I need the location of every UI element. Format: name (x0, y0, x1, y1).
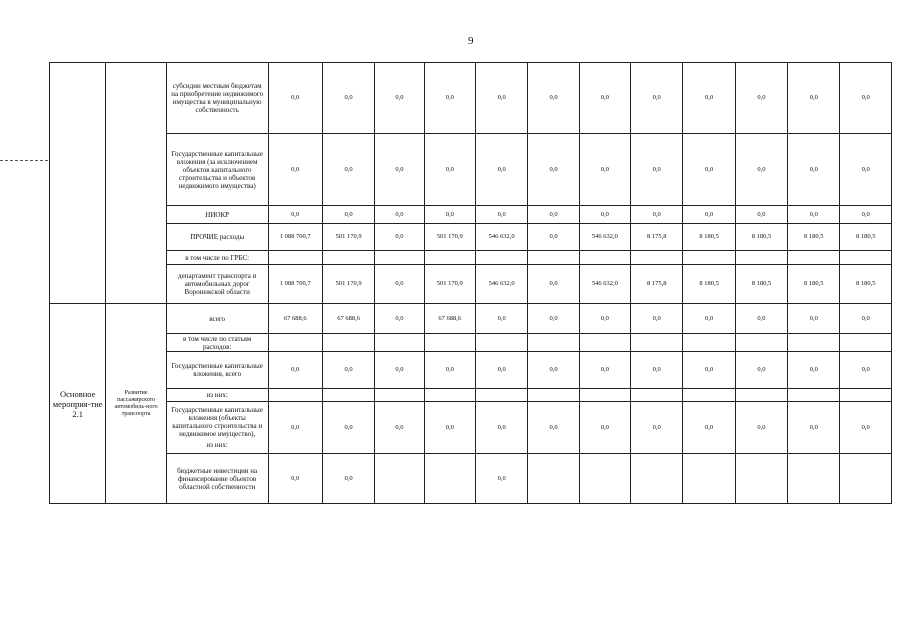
value-cell: 546 632,0 (475, 265, 527, 304)
value-cell (631, 334, 683, 352)
row-label-text: субсидии местным бюджетам на приобретение недвижимого имущества в муниципальную собственность (171, 82, 264, 114)
table-row (50, 206, 892, 224)
value-cell (579, 454, 630, 504)
value-cell: 0,0 (735, 134, 787, 206)
value-cell: 0,0 (631, 206, 683, 224)
value-cell: 8 175,8 (631, 265, 683, 304)
direction-cell-upper (106, 63, 166, 304)
value-cell: 546 632,0 (475, 224, 527, 251)
value-cell: 0,0 (268, 454, 322, 504)
value-cell (424, 454, 475, 504)
value-cell: 0,0 (475, 352, 527, 389)
row-label (166, 304, 268, 334)
value-cell (528, 389, 579, 402)
measure-direction: Развитие пассажирского автомобиль-ного транспорта (106, 304, 166, 504)
measure-name: Основное мероприя-тие 2.1 (50, 304, 106, 504)
value-cell: 0,0 (268, 63, 322, 134)
value-cell: 0,0 (322, 63, 374, 134)
value-cell: 0,0 (475, 402, 527, 454)
row-label-text: из них: (206, 391, 228, 399)
value-cell (631, 389, 683, 402)
value-cell (322, 334, 374, 352)
value-cell (788, 334, 840, 352)
value-cell: 0,0 (631, 402, 683, 454)
value-cell: 8 175,8 (631, 224, 683, 251)
value-cell: 0,0 (683, 206, 735, 224)
value-cell (735, 389, 787, 402)
value-cell (528, 251, 579, 265)
value-cell: 0,0 (322, 134, 374, 206)
value-cell: 0,0 (631, 63, 683, 134)
row-label (166, 334, 268, 352)
value-cell: 0,0 (268, 134, 322, 206)
value-cell (424, 334, 475, 352)
value-cell: 0,0 (375, 304, 424, 334)
value-cell: 0,0 (475, 63, 527, 134)
value-cell: 546 632,0 (579, 224, 630, 251)
value-cell: 0,0 (683, 352, 735, 389)
value-cell: 0,0 (579, 206, 630, 224)
value-cell (268, 389, 322, 402)
value-cell (683, 389, 735, 402)
row-label-text: всего (209, 314, 226, 323)
value-cell: 0,0 (579, 134, 630, 206)
value-cell: 8 180,5 (788, 265, 840, 304)
value-cell: 1 088 700,7 (268, 224, 322, 251)
value-cell: 0,0 (424, 352, 475, 389)
value-cell: 67 688,6 (322, 304, 374, 334)
row-label-text: Государственные капитальные вложения (объекты капитального строительства и недвижимое имущество), (171, 406, 263, 438)
value-cell (322, 251, 374, 265)
table-row (50, 402, 892, 454)
value-cell (631, 251, 683, 265)
row-label-text: Государственные капитальные вложения (за исключением объектов капитального строительства и объектов недвижимого имущества) (171, 149, 263, 190)
row-label-text: департамент транспорта и автомобильных дорог Воронежской области (178, 272, 257, 296)
value-cell: 0,0 (735, 402, 787, 454)
value-cell: 0,0 (528, 352, 579, 389)
value-cell: 0,0 (840, 352, 892, 389)
value-cell (683, 454, 735, 504)
value-cell: 67 688,6 (268, 304, 322, 334)
value-cell: 0,0 (788, 402, 840, 454)
value-cell (788, 454, 840, 504)
row-label (166, 352, 268, 389)
value-cell: 0,0 (322, 206, 374, 224)
value-cell: 0,0 (475, 134, 527, 206)
value-cell: 0,0 (683, 402, 735, 454)
value-cell (840, 334, 892, 352)
value-cell (788, 251, 840, 265)
row-label (166, 63, 268, 134)
value-cell: 0,0 (840, 402, 892, 454)
value-cell: 8 180,5 (735, 224, 787, 251)
budget-table (49, 62, 892, 504)
value-cell: 0,0 (840, 304, 892, 334)
value-cell (735, 251, 787, 265)
value-cell (579, 334, 630, 352)
value-cell (475, 389, 527, 402)
value-cell: 0,0 (528, 224, 579, 251)
value-cell (528, 334, 579, 352)
value-cell: 0,0 (268, 352, 322, 389)
value-cell (579, 389, 630, 402)
table-row (50, 454, 892, 504)
measure-cell-upper (50, 63, 106, 304)
row-label-text: НИОКР (205, 210, 230, 219)
value-cell: 8 180,5 (840, 265, 892, 304)
value-cell: 0,0 (424, 402, 475, 454)
value-cell: 0,0 (579, 402, 630, 454)
row-label-text: в том числе по ГРБС: (185, 253, 250, 262)
value-cell: 0,0 (579, 304, 630, 334)
value-cell: 0,0 (424, 63, 475, 134)
value-cell: 0,0 (528, 63, 579, 134)
value-cell (735, 334, 787, 352)
value-cell: 67 688,6 (424, 304, 475, 334)
value-cell: 0,0 (840, 134, 892, 206)
value-cell: 501 170,9 (322, 265, 374, 304)
value-cell: 0,0 (735, 304, 787, 334)
value-cell: 0,0 (322, 352, 374, 389)
value-cell: 0,0 (528, 134, 579, 206)
value-cell (375, 251, 424, 265)
value-cell: 8 180,5 (735, 265, 787, 304)
value-cell (424, 389, 475, 402)
value-cell: 0,0 (528, 206, 579, 224)
value-cell (735, 454, 787, 504)
value-cell: 0,0 (528, 402, 579, 454)
table-row (50, 224, 892, 251)
value-cell: 0,0 (375, 402, 424, 454)
value-cell (840, 251, 892, 265)
value-cell (475, 334, 527, 352)
row-label (166, 206, 268, 224)
row-label (166, 224, 268, 251)
value-cell (683, 334, 735, 352)
value-cell: 0,0 (322, 454, 374, 504)
value-cell (375, 454, 424, 504)
value-cell (528, 454, 579, 504)
table-row (50, 251, 892, 265)
value-cell (475, 251, 527, 265)
value-cell (322, 389, 374, 402)
table-row (50, 265, 892, 304)
value-cell: 0,0 (788, 304, 840, 334)
row-label-text: Государственные капитальные вложения, всего (171, 362, 263, 378)
value-cell: 0,0 (683, 63, 735, 134)
value-cell (268, 251, 322, 265)
table-row (50, 134, 892, 206)
value-cell: 0,0 (788, 206, 840, 224)
value-cell (631, 454, 683, 504)
value-cell: 0,0 (788, 352, 840, 389)
value-cell: 501 170,9 (424, 265, 475, 304)
value-cell: 0,0 (579, 352, 630, 389)
value-cell: 0,0 (475, 454, 527, 504)
value-cell: 0,0 (631, 352, 683, 389)
value-cell (840, 389, 892, 402)
value-cell: 501 170,9 (424, 224, 475, 251)
value-cell: 0,0 (268, 206, 322, 224)
value-cell: 0,0 (375, 134, 424, 206)
table-row (50, 389, 892, 402)
value-cell: 0,0 (475, 304, 527, 334)
value-cell: 0,0 (375, 224, 424, 251)
value-cell (375, 334, 424, 352)
value-cell (424, 251, 475, 265)
value-cell: 0,0 (735, 206, 787, 224)
table-row (50, 334, 892, 352)
value-cell: 0,0 (375, 352, 424, 389)
value-cell: 0,0 (528, 304, 579, 334)
row-label (166, 389, 268, 402)
row-label (166, 265, 268, 304)
value-cell: 0,0 (475, 206, 527, 224)
value-cell: 546 632,0 (579, 265, 630, 304)
value-cell: 501 170,9 (322, 224, 374, 251)
value-cell (375, 389, 424, 402)
value-cell: 8 180,5 (788, 224, 840, 251)
value-cell: 0,0 (735, 352, 787, 389)
value-cell (840, 454, 892, 504)
value-cell (683, 251, 735, 265)
table-row (50, 304, 892, 334)
value-cell: 0,0 (528, 265, 579, 304)
row-label-text: в том числе по статьям расходов: (182, 334, 252, 351)
row-sublabel-text: из них: (206, 441, 228, 449)
value-cell: 0,0 (631, 304, 683, 334)
page-number: 9 (468, 35, 474, 47)
table-row (50, 352, 892, 389)
value-cell: 0,0 (424, 134, 475, 206)
value-cell: 0,0 (375, 63, 424, 134)
value-cell: 8 180,5 (840, 224, 892, 251)
value-cell: 0,0 (322, 402, 374, 454)
row-label-text: ПРОЧИЕ расходы (190, 233, 245, 241)
value-cell: 8 180,5 (683, 224, 735, 251)
value-cell (579, 251, 630, 265)
value-cell: 0,0 (840, 206, 892, 224)
value-cell: 0,0 (840, 63, 892, 134)
value-cell: 0,0 (268, 402, 322, 454)
value-cell: 0,0 (631, 134, 683, 206)
margin-dash-line (0, 160, 48, 161)
value-cell (788, 389, 840, 402)
value-cell: 0,0 (375, 265, 424, 304)
table-row (50, 63, 892, 134)
value-cell: 0,0 (683, 134, 735, 206)
value-cell: 1 088 700,7 (268, 265, 322, 304)
value-cell: 0,0 (424, 206, 475, 224)
row-label (166, 134, 268, 206)
row-label (166, 454, 268, 504)
row-label-text: бюджетные инвестиции на финансирование объектов областной собственности (177, 466, 258, 491)
row-label (166, 251, 268, 265)
value-cell: 0,0 (683, 304, 735, 334)
row-label (166, 402, 268, 454)
value-cell: 0,0 (788, 63, 840, 134)
value-cell: 0,0 (735, 63, 787, 134)
value-cell: 0,0 (579, 63, 630, 134)
value-cell: 0,0 (375, 206, 424, 224)
value-cell (268, 334, 322, 352)
value-cell: 8 180,5 (683, 265, 735, 304)
value-cell: 0,0 (788, 134, 840, 206)
